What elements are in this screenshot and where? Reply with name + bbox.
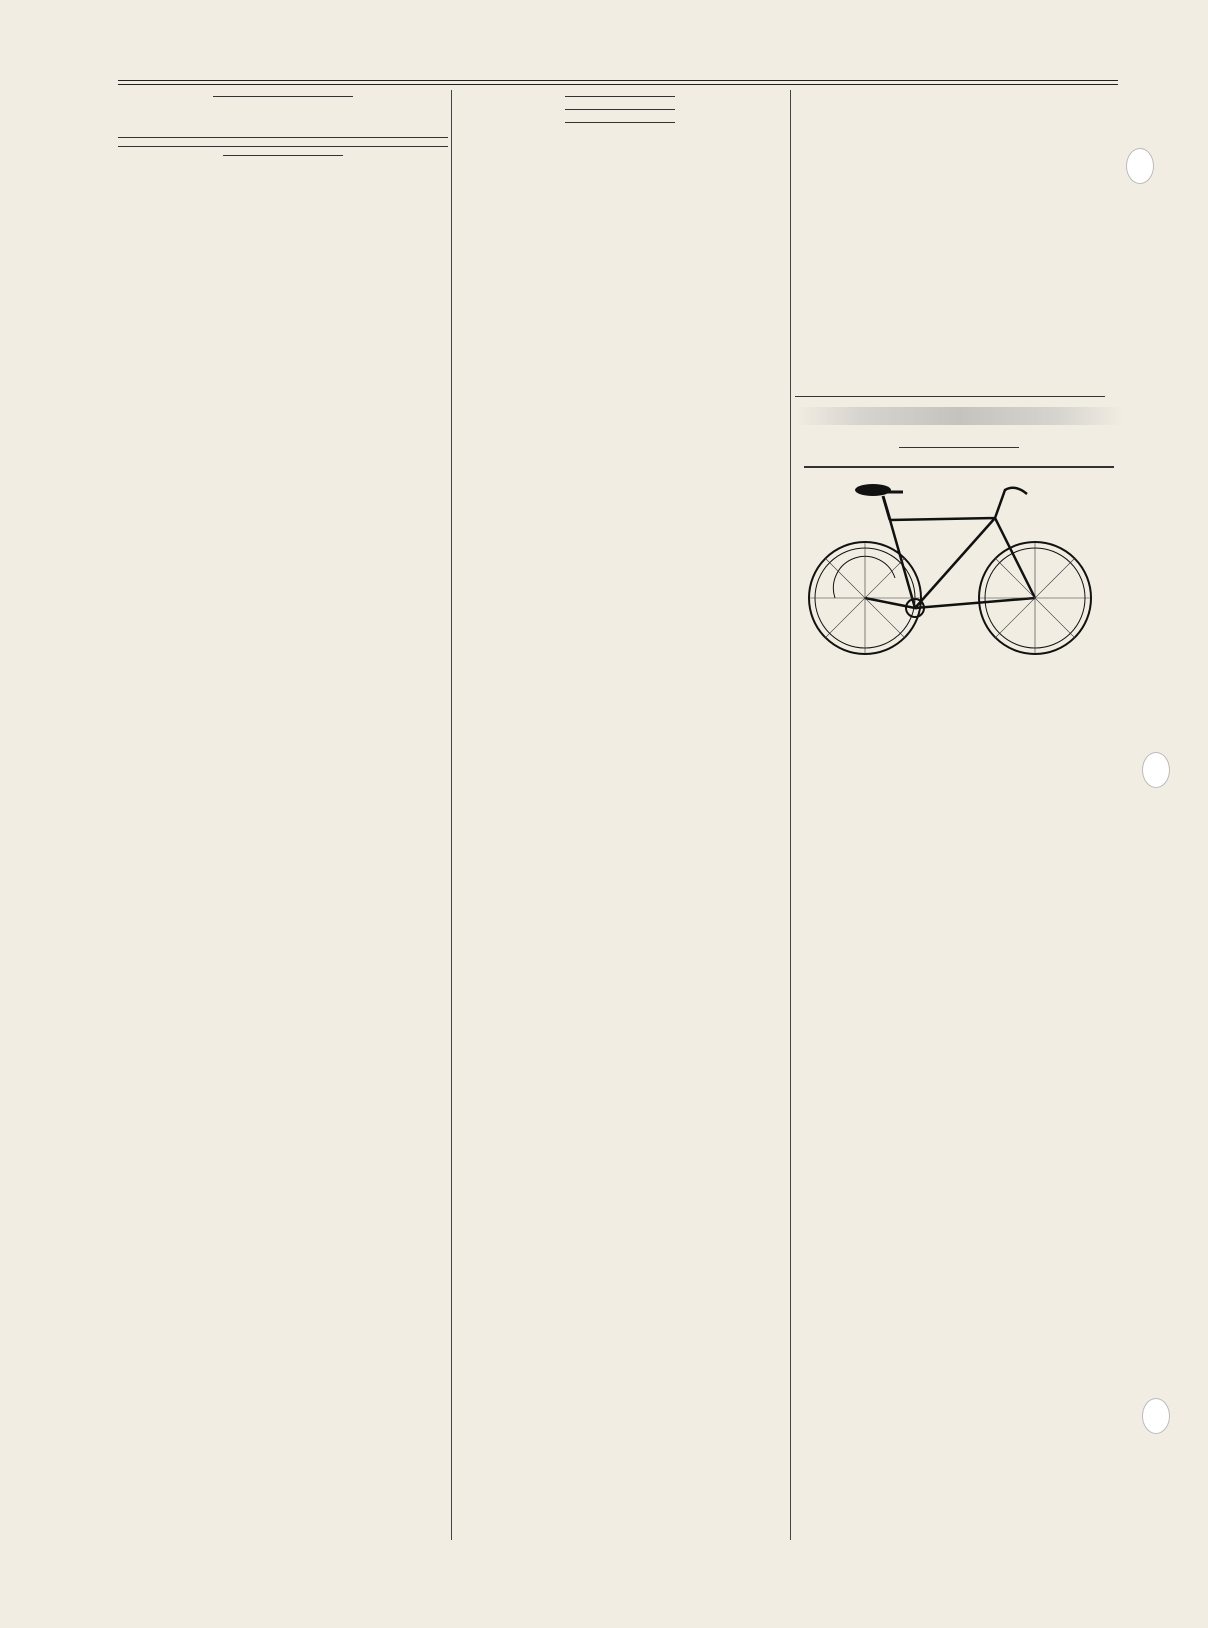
victor-advertisement	[795, 94, 1105, 384]
column-3	[795, 88, 1123, 670]
divider	[795, 396, 1105, 397]
header-rule-2	[118, 84, 1118, 85]
torn-area	[795, 407, 1123, 425]
column-divider-2	[790, 90, 791, 1540]
column-divider-1	[451, 90, 452, 1540]
divider	[118, 137, 448, 138]
page-header	[118, 48, 1118, 74]
victor-ornamental-border	[795, 94, 1105, 384]
binder-hole	[1142, 752, 1170, 788]
column-2	[455, 88, 785, 135]
divider	[565, 109, 675, 110]
binder-hole	[1142, 1398, 1170, 1434]
bicycle-icon	[795, 478, 1105, 658]
column-1	[118, 88, 448, 168]
header-rule	[118, 80, 1118, 81]
divider	[565, 122, 675, 123]
divider	[899, 447, 1019, 448]
divider	[565, 96, 675, 97]
bicycle-illustration	[795, 478, 1105, 658]
divider	[223, 155, 343, 156]
divider	[118, 146, 448, 147]
binder-hole	[1126, 148, 1154, 184]
divider	[804, 466, 1114, 468]
divider	[213, 96, 353, 97]
